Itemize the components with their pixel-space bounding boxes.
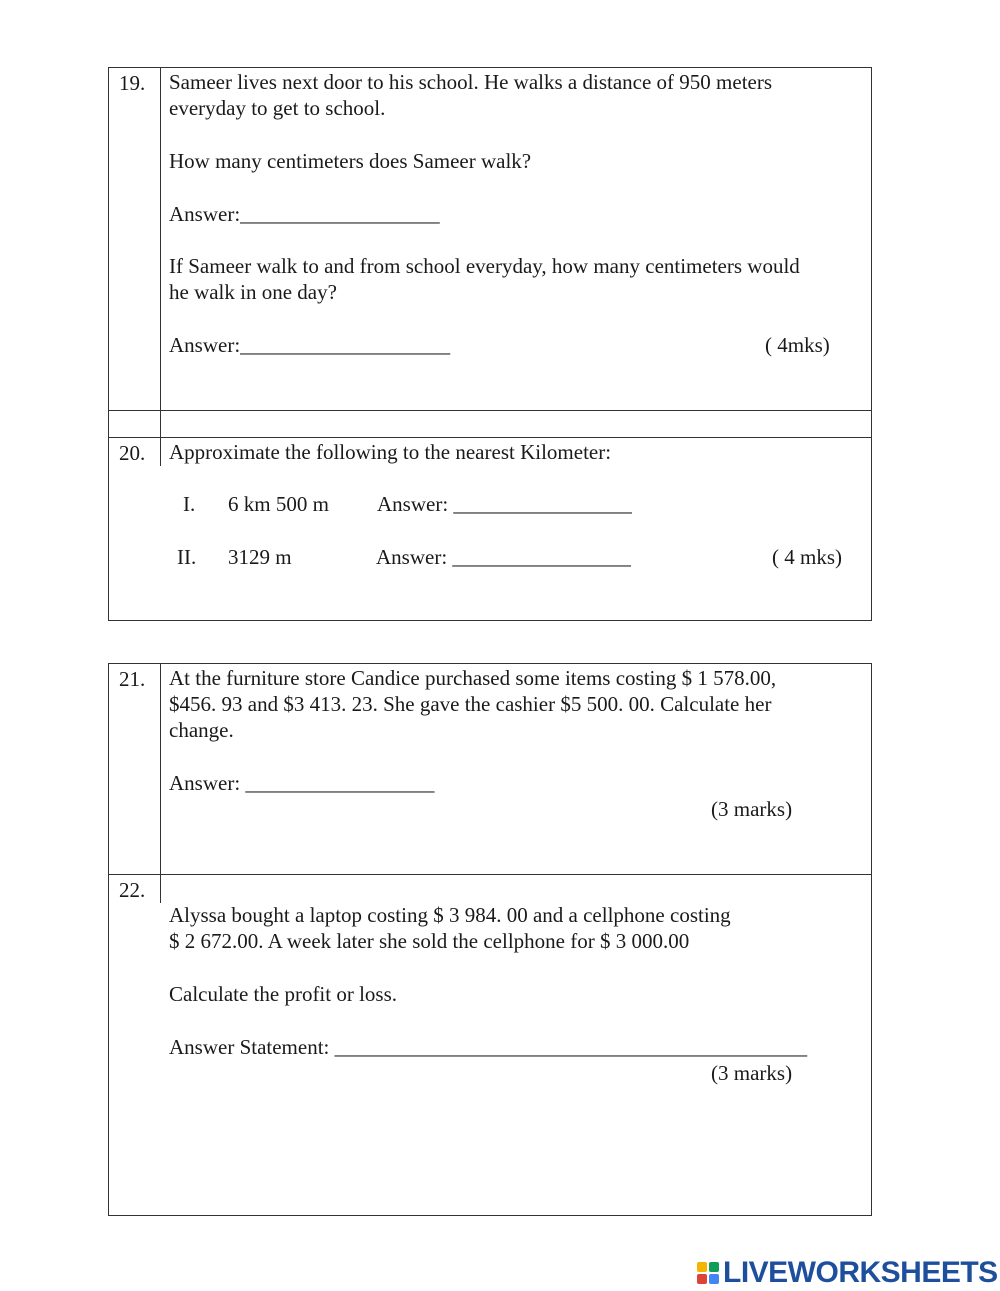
question-21-body [161, 664, 871, 874]
question-21-row [109, 664, 871, 875]
marks-label: (3 marks) [711, 797, 793, 821]
question-text: Approximate the following to the nearest Kilometer: [169, 440, 612, 464]
logo-block [709, 1262, 719, 1272]
empty-cell [161, 411, 871, 437]
question-22-body [161, 875, 871, 1085]
marks-label: ( 4 mks) [772, 545, 842, 569]
answer-line[interactable]: Answer: _________________ [377, 492, 632, 516]
logo-block [709, 1274, 719, 1284]
question-19-body [161, 68, 871, 410]
question-text: everyday to get to school. [169, 96, 386, 120]
marks-label: ( 4mks) [765, 333, 830, 357]
liveworksheets-logo[interactable] [697, 1256, 998, 1290]
marks-label: (3 marks) [711, 1061, 793, 1085]
question-text: Alyssa bought a laptop costing $ 3 984. 00 and a cellphone costing [169, 903, 731, 927]
question-19-row [109, 68, 871, 411]
question-text: At the furniture store Candice purchased some items costing $ 1 578.00, [169, 666, 777, 690]
logo-block [697, 1262, 707, 1272]
question-22-row [109, 875, 871, 1085]
question-number: 21. [109, 664, 161, 874]
question-20-body [161, 438, 871, 569]
question-table-1 [108, 67, 872, 621]
logo-text: LIVEWORKSHEETS [723, 1256, 998, 1289]
logo-blocks-icon [697, 1262, 719, 1284]
item-value: 3129 m [228, 545, 292, 569]
question-20-row [109, 438, 871, 569]
question-number: 22. [109, 875, 161, 903]
question-number: 20. [109, 438, 161, 466]
question-text: If Sameer walk to and from school everyday, how many centimeters would [169, 254, 800, 278]
question-text: he walk in one day? [169, 280, 337, 304]
question-text: Sameer lives next door to his school. He walks a distance of 950 meters [169, 70, 773, 94]
logo-block [697, 1274, 707, 1284]
item-value: 6 km 500 m [228, 492, 329, 516]
question-number: 19. [109, 68, 161, 410]
answer-line[interactable]: Answer: __________________ [169, 771, 435, 795]
question-text: How many centimeters does Sameer walk? [169, 149, 532, 173]
question-text: $ 2 672.00. A week later she sold the cellphone for $ 3 000.00 [169, 929, 690, 953]
question-table-2 [108, 663, 872, 1216]
answer-statement-line[interactable]: Answer Statement: _____________________________________________ [169, 1035, 808, 1059]
roman-numeral: II. [177, 545, 197, 569]
empty-cell [109, 411, 161, 437]
answer-line[interactable]: Answer: _________________ [376, 545, 631, 569]
answer-line-2[interactable]: Answer:____________________ [169, 333, 451, 357]
roman-numeral: I. [183, 492, 196, 516]
spacer-row [109, 411, 871, 438]
question-text: $456. 93 and $3 413. 23. She gave the cashier $5 500. 00. Calculate her [169, 692, 772, 716]
question-text: Calculate the profit or loss. [169, 982, 398, 1006]
question-text: change. [169, 718, 234, 742]
answer-line-1[interactable]: Answer:___________________ [169, 202, 440, 226]
